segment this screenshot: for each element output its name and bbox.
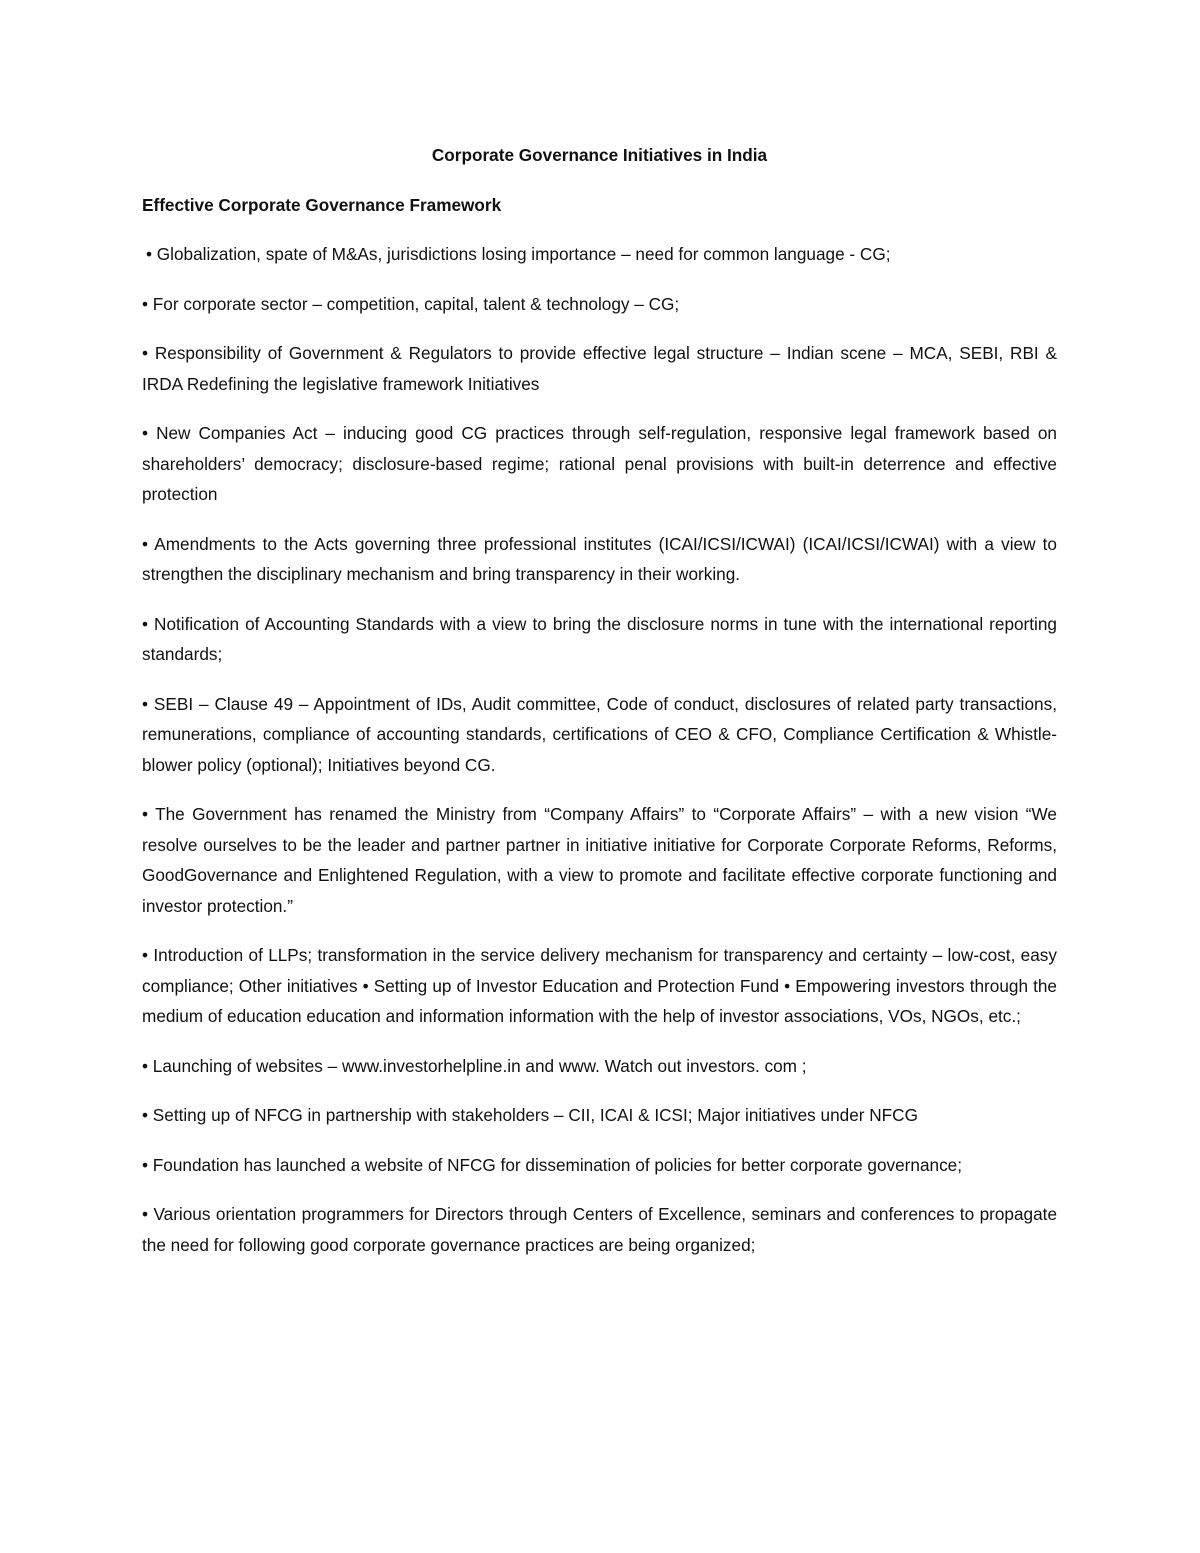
bullet-paragraph-responsibility: • Responsibility of Government & Regulators to provide effective legal structure – Indian scene – MCA, SEBI, RBI & IRDA Redefining the legislative framework Initiatives (142, 343, 1057, 394)
bullet-paragraph-nfcg: • Setting up of NFCG in partnership with stakeholders – CII, ICAI & ICSI; Major initiatives under NFCG (142, 1105, 918, 1125)
bullet-paragraph-ministry-renamed: • The Government has renamed the Ministry from “Company Affairs” to “Corporate Affairs” – with a new vision “We resolve ourselves to be the leader and partner partner in initiative initiative for Corporate Corporate Reforms, Reforms, GoodGovernance and Enlightened Regulation, with a view to promote and facilitate effective corporate functioning and investor protection.” (142, 804, 1057, 916)
bullet-paragraph-amendments: • Amendments to the Acts governing three professional institutes (ICAI/ICSI/ICWAI) (ICAI/ICSI/ICWAI) with a view to strengthen the disciplinary mechanism and bring transparency in their working. (142, 533, 1057, 584)
bullet-paragraph-companies-act: • New Companies Act – inducing good CG practices through self-regulation, responsive legal framework based on shareholders’ democracy; disclosure-based regime; rational penal provisions with built-in deterrence and effective protection (142, 423, 1057, 504)
bullet-paragraph-foundation-website: • Foundation has launched a website of NFCG for dissemination of policies for better corporate governance; (142, 1154, 963, 1175)
bullet-paragraph-globalization: • Globalization, spate of M&As, jurisdictions losing importance – need for common language - CG; (146, 244, 891, 264)
bullet-paragraph-corporate-sector: • For corporate sector – competition, capital, talent & technology – CG; (142, 293, 680, 314)
bullet-paragraph-llps: • Introduction of LLPs; transformation in the service delivery mechanism for transparency and certainty – low-cost, easy compliance; Other initiatives • Setting up of Investor Education and Protection Fund • Empowering investors through the medium of education education and information information with the help of investor associations, VOs, NGOs, etc.; (142, 945, 1057, 1026)
section-heading: Effective Corporate Governance Framework (142, 194, 502, 215)
document-title: Corporate Governance Initiatives in India (431, 145, 768, 165)
bullet-paragraph-accounting-standards: • Notification of Accounting Standards with a view to bring the disclosure norms in tune with the international reporting standards; (142, 613, 1057, 664)
bullet-paragraph-websites: • Launching of websites – www.investorhelpline.in and www. Watch out investors. com ; (142, 1055, 807, 1076)
bullet-paragraph-clause-49: • SEBI – Clause 49 – Appointment of IDs, Audit committee, Code of conduct, disclosures of related party transactions, remunerations, compliance of accounting standards, certifications of CEO & CFO, Compliance Certification & Whistle-blower policy (optional); Initiatives beyond CG. (142, 693, 1057, 775)
bullet-paragraph-orientation: • Various orientation programmers for Directors through Centers of Excellence, seminars and conferences to propagate the need for following good corporate governance practices are being organized; (142, 1204, 1057, 1255)
document-page (142, 140, 1057, 1279)
